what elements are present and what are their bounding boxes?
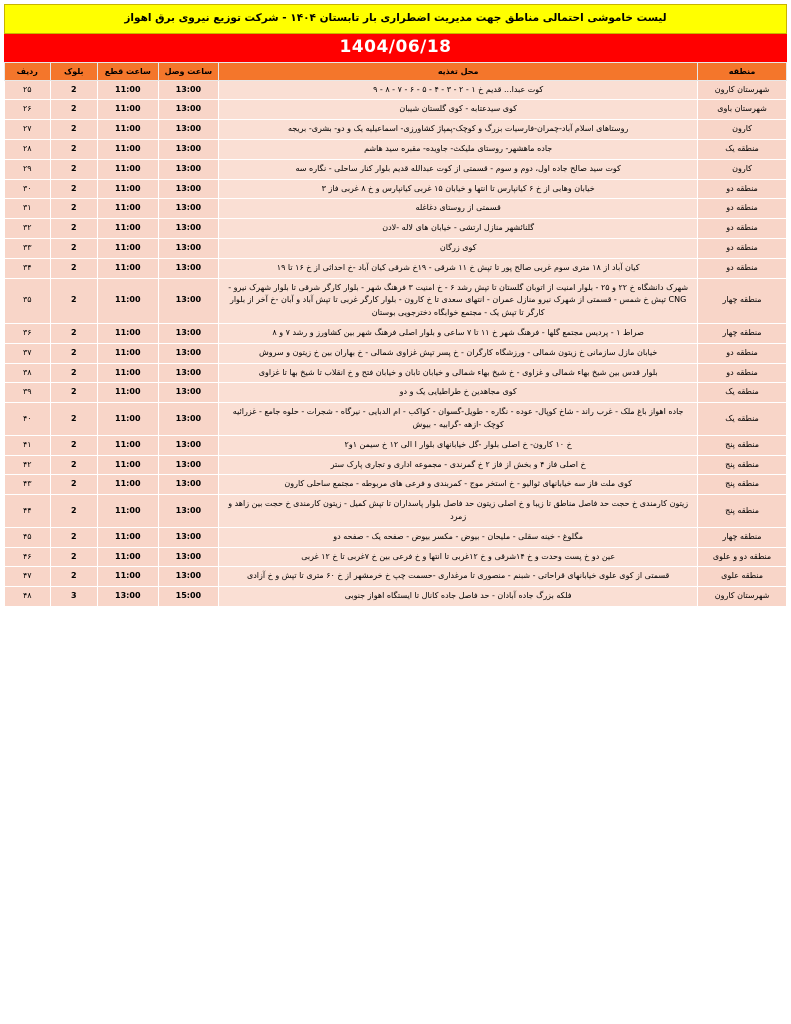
- cell-start-time: 11:00: [97, 239, 158, 259]
- cell-start-time: 11:00: [97, 383, 158, 403]
- cell-area: منطقه یک: [698, 403, 787, 436]
- table-row: [5, 159, 787, 179]
- cell-row-number: ۲۷: [5, 120, 51, 140]
- cell-start-time: 11:00: [97, 100, 158, 120]
- cell-start-time: 11:00: [97, 475, 158, 495]
- cell-start-time: 11:00: [97, 219, 158, 239]
- cell-address: زیتون کارمندی خ حجت حد فاصل مناطق تا زیبا و خ اصلی زیتون حد فاصل بلوار پاسداران تا تپش کمیل - زیتون کارمندی خ حجت بین زاهد و زمرد: [219, 495, 698, 528]
- cell-end-time: 13:00: [158, 239, 219, 259]
- cell-row-number: ۳۰: [5, 179, 51, 199]
- cell-start-time: 11:00: [97, 403, 158, 436]
- cell-end-time: 13:00: [158, 179, 219, 199]
- cell-start-time: 11:00: [97, 179, 158, 199]
- cell-area: منطقه دو: [698, 179, 787, 199]
- cell-address: کوی زرگان: [219, 239, 698, 259]
- table-row: [5, 179, 787, 199]
- cell-area: کارون: [698, 159, 787, 179]
- cell-end-time: 13:00: [158, 159, 219, 179]
- cell-row-number: ۳۶: [5, 324, 51, 344]
- cell-end-time: 13:00: [158, 219, 219, 239]
- cell-block: 2: [50, 343, 97, 363]
- cell-area: منطقه علوی: [698, 567, 787, 587]
- cell-end-time: 13:00: [158, 547, 219, 567]
- table-row: [5, 547, 787, 567]
- cell-block: 2: [50, 547, 97, 567]
- cell-end-time: 13:00: [158, 100, 219, 120]
- cell-end-time: 13:00: [158, 363, 219, 383]
- cell-address: کوت عبدا... قدیم خ ۱ - ۲ - ۳ - ۴ - ۵ - ۶ - ۷ - ۸ - ۹: [219, 80, 698, 100]
- cell-end-time: 13:00: [158, 475, 219, 495]
- cell-start-time: 11:00: [97, 120, 158, 140]
- cell-address: کوت سید صالح جاده اول، دوم و سوم - قسمتی از کوت عبدالله قدیم بلوار کنار ساحلی - نگاره سه: [219, 159, 698, 179]
- cell-row-number: ۲۶: [5, 100, 51, 120]
- table-row: [5, 219, 787, 239]
- table-row: [5, 587, 787, 607]
- cell-address: قسمتی از روستای دغاغله: [219, 199, 698, 219]
- table-row: [5, 100, 787, 120]
- table-row: [5, 199, 787, 219]
- cell-block: 3: [50, 587, 97, 607]
- cell-end-time: 13:00: [158, 278, 219, 323]
- cell-end-time: 13:00: [158, 455, 219, 475]
- cell-block: 2: [50, 363, 97, 383]
- page-bottom-spacer: [4, 607, 787, 613]
- cell-area: شهرستان کارون: [698, 80, 787, 100]
- cell-area: منطقه یک: [698, 383, 787, 403]
- cell-area: منطقه دو: [698, 219, 787, 239]
- cell-start-time: 11:00: [97, 80, 158, 100]
- cell-block: 2: [50, 403, 97, 436]
- cell-area: منطقه چهار: [698, 324, 787, 344]
- cell-row-number: ۴۲: [5, 455, 51, 475]
- cell-block: 2: [50, 219, 97, 239]
- cell-row-number: ۳۸: [5, 363, 51, 383]
- cell-end-time: 13:00: [158, 324, 219, 344]
- table-row: [5, 403, 787, 436]
- cell-area: منطقه پنج: [698, 455, 787, 475]
- column-header-end-time: ساعت وصل: [158, 62, 219, 80]
- cell-row-number: ۴۳: [5, 475, 51, 495]
- cell-area: منطقه دو: [698, 343, 787, 363]
- cell-address: خیابان وهابی از خ ۶ کیانپارس تا انتها و خیابان ۱۵ غربی کیانپارس و خ ۸ غربی فاز ۳: [219, 179, 698, 199]
- schedule-date: 1404/06/18: [4, 34, 787, 62]
- outage-schedule-table: [4, 62, 787, 607]
- cell-start-time: 11:00: [97, 140, 158, 160]
- cell-start-time: 11:00: [97, 199, 158, 219]
- table-row: [5, 120, 787, 140]
- table-row: [5, 455, 787, 475]
- cell-row-number: ۴۱: [5, 435, 51, 455]
- cell-area: منطقه پنج: [698, 495, 787, 528]
- cell-address: خ اصلی فاز ۴ و بخش از فاز ۲ خ گمرندی - مجموعه اداری و تجاری پارک ستر: [219, 455, 698, 475]
- cell-start-time: 13:00: [97, 587, 158, 607]
- cell-address: کیان آباد از ۱۸ متری سوم غربی صالح پور تا تپش خ ۱۱ شرقی - ۱۹خ شرقی کیان آباد -خ احداثی از خ ۱۶ تا ۱۹: [219, 258, 698, 278]
- table-body: [5, 80, 787, 606]
- table-row: [5, 258, 787, 278]
- column-header-area: منطقه: [698, 62, 787, 80]
- cell-area: منطقه دو: [698, 239, 787, 259]
- cell-address: صراط ۱ - پردیس مجتمع گلها - فرهنگ شهر خ ۱۱ تا ۷ ساعی و بلوار اصلی فرهنگ شهر بین کشاورز و رشد ۷ و ۸: [219, 324, 698, 344]
- cell-address: قسمتی از کوی علوی خیابانهای قراحاتی - شبنم - منصوری تا مرغداری -حسمت چپ خ خرمشهر از خ ۶۰ متری تا تپش و خ آزادی: [219, 567, 698, 587]
- cell-row-number: ۲۹: [5, 159, 51, 179]
- cell-start-time: 11:00: [97, 455, 158, 475]
- cell-row-number: ۲۵: [5, 80, 51, 100]
- cell-block: 2: [50, 435, 97, 455]
- cell-address: روستاهای اسلام آباد-چمران-فارسیات بزرگ و کوچک-پمپاژ کشاورزی- اسماعیلیه یک و دو- بشری- بریجه: [219, 120, 698, 140]
- cell-start-time: 11:00: [97, 159, 158, 179]
- cell-end-time: 13:00: [158, 495, 219, 528]
- cell-block: 2: [50, 140, 97, 160]
- cell-block: 2: [50, 495, 97, 528]
- cell-address: مگلوغ - خینه سقلی - ملیحان - بیوض - مکسر بیوض - صفحه یک - صفحه دو: [219, 527, 698, 547]
- table-row: [5, 567, 787, 587]
- cell-start-time: 11:00: [97, 567, 158, 587]
- cell-end-time: 13:00: [158, 80, 219, 100]
- cell-row-number: ۳۹: [5, 383, 51, 403]
- cell-address: گلنائشهر منازل ارتشی - خیابان های لاله -لادن: [219, 219, 698, 239]
- table-row: [5, 80, 787, 100]
- cell-row-number: ۴۷: [5, 567, 51, 587]
- cell-start-time: 11:00: [97, 343, 158, 363]
- table-row: [5, 324, 787, 344]
- cell-address: کوی مجاهدین خ طراطیایی یک و دو: [219, 383, 698, 403]
- cell-row-number: ۴۸: [5, 587, 51, 607]
- cell-address: خ ۱۰ کارون- خ اصلی بلوار -گل خیابانهای بلوار ا الی ۱۲ خ سیمن ۱و۲: [219, 435, 698, 455]
- cell-row-number: ۳۱: [5, 199, 51, 219]
- table-row: [5, 527, 787, 547]
- cell-address: شهرک دانشگاه خ ۲۲ و ۲۵ - بلوار امنیت از اتوبان گلستان تا تپش رشد ۶ - خ امنیت ۳ فرهنگ شهر - بلوار کارگر شرقی تا بلوار شهرک نیرو - CNG تپش خ شمس - قسمتی از شهرک نیرو منازل عمران - انتهای سعدی تا خ کارون - بلوار کارگر غربی تا تپش آباد و آبان -خ آخر از بلوار کارگر تا تپش یک - مجتمع خوابگاه دخترجویی بوستان: [219, 278, 698, 323]
- cell-block: 2: [50, 199, 97, 219]
- cell-end-time: 13:00: [158, 343, 219, 363]
- column-header-start-time: ساعت قطع: [97, 62, 158, 80]
- cell-block: 2: [50, 475, 97, 495]
- cell-start-time: 11:00: [97, 324, 158, 344]
- cell-address: فلکه بزرگ جاده آبادان - حد فاصل جاده کانال تا ایستگاه اهواز جنوبی: [219, 587, 698, 607]
- cell-area: منطقه چهار: [698, 527, 787, 547]
- cell-row-number: ۳۲: [5, 219, 51, 239]
- cell-end-time: 13:00: [158, 567, 219, 587]
- cell-address: جاده ماهشهر- روستای ملیکث- جاویده- مقبره سید هاشم: [219, 140, 698, 160]
- cell-block: 2: [50, 455, 97, 475]
- page-title: لیست خاموشی احتمالی مناطق جهت مدیریت اضطراری بار تابستان ۱۴۰۴ - شرکت توزیع نیروی برق اهواز: [4, 4, 787, 34]
- cell-end-time: 13:00: [158, 140, 219, 160]
- cell-block: 2: [50, 567, 97, 587]
- cell-address: عین دو خ پست وحدت و خ ۱۴شرقی و خ ۱۲غربی تا انتها و خ فرعی بین خ ۷غربی تا خ ۱۲ غربی: [219, 547, 698, 567]
- cell-area: منطقه یک: [698, 140, 787, 160]
- cell-end-time: 15:00: [158, 587, 219, 607]
- cell-end-time: 13:00: [158, 199, 219, 219]
- cell-area: شهرستان کارون: [698, 587, 787, 607]
- cell-row-number: ۳۳: [5, 239, 51, 259]
- cell-row-number: ۴۵: [5, 527, 51, 547]
- cell-address: بلوار قدس بین شیخ بهاء شمالی و غزاوی - خ شیخ بهاء شمالی و خیابان تابان و خیابان فتح و خ انقلاب تا شیخ بها تا غزاوی: [219, 363, 698, 383]
- cell-end-time: 13:00: [158, 120, 219, 140]
- cell-block: 2: [50, 278, 97, 323]
- cell-row-number: ۳۷: [5, 343, 51, 363]
- column-header-block: بلوک: [50, 62, 97, 80]
- table-row: [5, 140, 787, 160]
- cell-start-time: 11:00: [97, 547, 158, 567]
- cell-block: 2: [50, 159, 97, 179]
- cell-row-number: ۳۵: [5, 278, 51, 323]
- column-header-address: محل تغذیه: [219, 62, 698, 80]
- table-row: [5, 278, 787, 323]
- table-row: [5, 475, 787, 495]
- cell-row-number: ۲۸: [5, 140, 51, 160]
- cell-block: 2: [50, 239, 97, 259]
- table-row: [5, 239, 787, 259]
- cell-block: 2: [50, 100, 97, 120]
- cell-block: 2: [50, 383, 97, 403]
- cell-end-time: 13:00: [158, 383, 219, 403]
- cell-start-time: 11:00: [97, 527, 158, 547]
- cell-start-time: 11:00: [97, 435, 158, 455]
- cell-area: منطقه دو: [698, 258, 787, 278]
- table-row: [5, 343, 787, 363]
- cell-block: 2: [50, 527, 97, 547]
- cell-block: 2: [50, 179, 97, 199]
- cell-address: جاده اهواز باغ ملک - غرب راند - شاخ کوپال- عوده - نگاره - طویل-گسوان - کواکب - ام الدبایی - نیرگاه - شجرات - حلوه جامع - غزرائیه کوچک -ازهه -گرابیه - بیوش: [219, 403, 698, 436]
- table-header-row: [5, 62, 787, 80]
- cell-start-time: 11:00: [97, 278, 158, 323]
- cell-block: 2: [50, 120, 97, 140]
- cell-start-time: 11:00: [97, 363, 158, 383]
- table-row: [5, 435, 787, 455]
- cell-area: منطقه دو و علوی: [698, 547, 787, 567]
- cell-end-time: 13:00: [158, 527, 219, 547]
- cell-block: 2: [50, 80, 97, 100]
- cell-area: منطقه پنج: [698, 475, 787, 495]
- cell-area: منطقه چهار: [698, 278, 787, 323]
- cell-address: کوی ملت فاز سه خیابانهای ثوالیو - خ استخر موج - کمربندی و فرعی های مربوطه - مجتمع ساحلی کارون: [219, 475, 698, 495]
- cell-area: منطقه پنج: [698, 435, 787, 455]
- cell-row-number: ۴۴: [5, 495, 51, 528]
- cell-block: 2: [50, 258, 97, 278]
- cell-address: کوی سیدعتابه - کوی گلستان شیبان: [219, 100, 698, 120]
- cell-row-number: ۴۶: [5, 547, 51, 567]
- table-row: [5, 383, 787, 403]
- cell-start-time: 11:00: [97, 495, 158, 528]
- cell-end-time: 13:00: [158, 258, 219, 278]
- cell-area: کارون: [698, 120, 787, 140]
- cell-block: 2: [50, 324, 97, 344]
- table-row: [5, 363, 787, 383]
- column-header-row-number: ردیف: [5, 62, 51, 80]
- cell-end-time: 13:00: [158, 435, 219, 455]
- cell-row-number: ۴۰: [5, 403, 51, 436]
- cell-address: خیابان مازل سازمانی خ زیتون شمالی - ورزشگاه کارگران - خ پسر تپش غزاوی شمالی - خ بهاران بین خ زیتون و سروش: [219, 343, 698, 363]
- table-row: [5, 495, 787, 528]
- cell-area: شهرستان باوی: [698, 100, 787, 120]
- cell-end-time: 13:00: [158, 403, 219, 436]
- cell-row-number: ۳۴: [5, 258, 51, 278]
- cell-area: منطقه دو: [698, 199, 787, 219]
- cell-area: منطقه دو: [698, 363, 787, 383]
- cell-start-time: 11:00: [97, 258, 158, 278]
